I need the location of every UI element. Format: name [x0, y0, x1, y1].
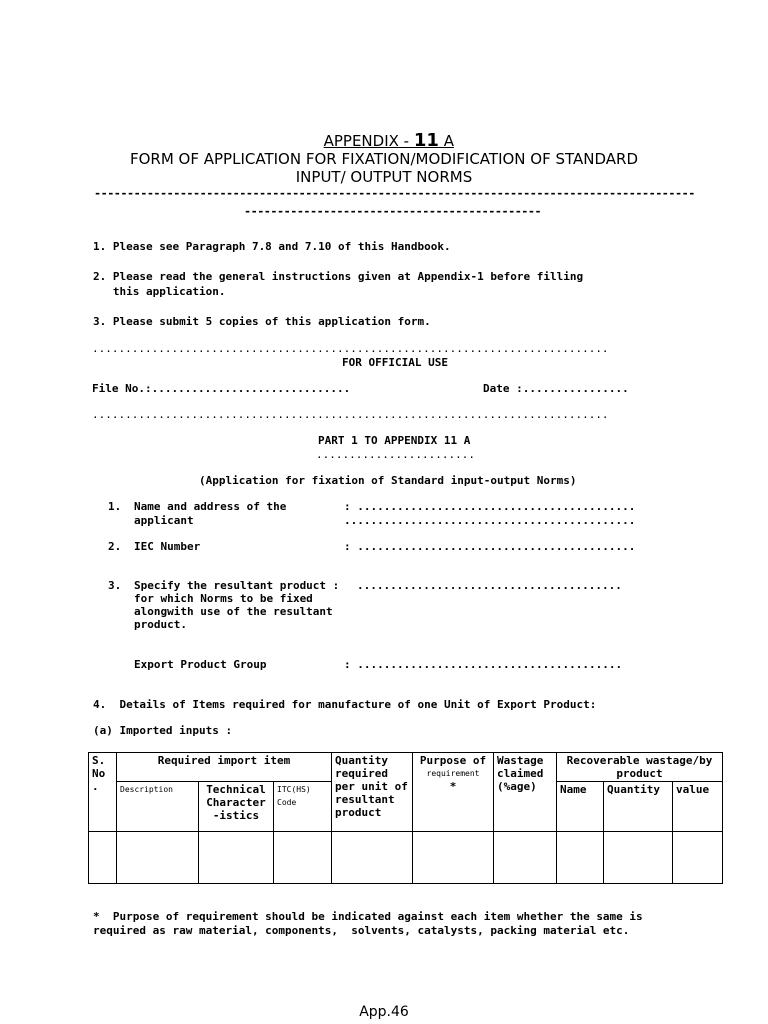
table-cell[interactable]: [199, 832, 274, 884]
field-4-dots: : ........................................: [344, 658, 623, 671]
appendix-prefix: APPENDIX: [323, 132, 399, 150]
purpose-small-label: requirement: [426, 769, 480, 778]
appendix-suffix: A: [438, 132, 454, 150]
col-quantity-header: Quantity required per unit of resultant product: [332, 753, 413, 832]
field-3-label-line2: for which Norms to be fixed: [134, 592, 313, 605]
appendix-dash: -: [398, 132, 414, 150]
footnote-line1: * Purpose of requirement should be indicated against each item whether the same is: [93, 910, 643, 923]
part-subtitle: (Application for fixation of Standard input-output Norms): [199, 474, 577, 487]
table-cell[interactable]: [413, 832, 494, 884]
official-dots-top: ..............................................................................: [92, 342, 609, 355]
field-2-dots: : ..........................................: [344, 540, 636, 553]
col-name-header: Name: [557, 782, 604, 832]
col-technical-header: Technical Character -istics: [199, 782, 274, 832]
table-cell[interactable]: [673, 832, 723, 884]
col-recoverable-header: Recoverable wastage/by product: [557, 753, 723, 782]
official-dots-bottom: ..............................................................................: [92, 408, 609, 421]
dash-separator-2: ---------------------------------------------: [244, 204, 542, 218]
part-title-underline: ........................: [316, 448, 475, 461]
purpose-star: *: [449, 780, 457, 793]
table-cell[interactable]: [604, 832, 673, 884]
table-cell[interactable]: [494, 832, 557, 884]
field-3-label-line3: alongwith use of the resultant: [134, 605, 333, 618]
appendix-title: [0, 112, 768, 151]
field-1-dots-line1: : ..........................................: [344, 500, 636, 513]
col-wastage-header: Wastage claimed (%age): [494, 753, 557, 832]
col-description-header: Description: [117, 782, 199, 832]
col-qty-header: Quantity: [604, 782, 673, 832]
col-sno-header: S. No .: [89, 753, 117, 832]
col-required-import-item-header: Required import item: [117, 753, 332, 782]
table-cell[interactable]: [274, 832, 332, 884]
instruction-3: 3. Please submit 5 copies of this application form.: [93, 315, 431, 328]
table-cell[interactable]: [332, 832, 413, 884]
form-title-line1: FORM OF APPLICATION FOR FIXATION/MODIFICATION OF STANDARD: [129, 150, 639, 168]
instruction-2-line2: this application.: [93, 285, 226, 298]
imported-inputs-table: [88, 752, 723, 884]
table-cell[interactable]: [89, 832, 117, 884]
field-3-dots: ........................................: [357, 579, 622, 592]
field-1-dots-line2: ............................................: [344, 514, 636, 527]
part-title: PART 1 TO APPENDIX 11 A: [318, 434, 471, 447]
col-itc-header: ITC(HS) Code: [274, 782, 332, 832]
details-heading: 4. Details of Items required for manufacture of one Unit of Export Product:: [93, 698, 597, 711]
col-purpose-header: [413, 753, 494, 832]
appendix-number: 11: [413, 130, 439, 151]
file-no-field: File No.:..............................: [92, 382, 351, 395]
instruction-2-line1: 2. Please read the general instructions given at Appendix-1 before filling: [93, 270, 584, 283]
date-field: Date :................: [483, 382, 629, 395]
field-1-number: 1.: [108, 500, 122, 513]
table-cell[interactable]: [557, 832, 604, 884]
field-1-label-line1: Name and address of the: [134, 500, 287, 513]
field-2-label: IEC Number: [134, 540, 201, 553]
table-header-row-1: [89, 753, 723, 782]
field-3-label-line1: Specify the resultant product :: [134, 579, 340, 592]
field-2-number: 2.: [108, 540, 122, 553]
imported-inputs-label: (a) Imported inputs :: [93, 724, 233, 737]
field-4-label: Export Product Group: [134, 658, 267, 671]
field-1-label-line2: applicant: [134, 514, 194, 527]
dash-separator-1: -------------------------------------------------------------------------------------------: [94, 186, 695, 200]
col-value-header: value: [673, 782, 723, 832]
table-cell[interactable]: [117, 832, 199, 884]
instruction-1: 1. Please see Paragraph 7.8 and 7.10 of this Handbook.: [93, 240, 451, 253]
form-title-line2: INPUT/ OUTPUT NORMS: [295, 168, 473, 186]
official-use-label: FOR OFFICIAL USE: [342, 356, 448, 369]
field-3-label-line4: product.: [134, 618, 187, 631]
table-row: [89, 832, 723, 884]
field-3-number: 3.: [108, 579, 122, 592]
footnote-line2: required as raw material, components, solvents, catalysts, packing material etc.: [93, 924, 630, 937]
page-number: App.46: [359, 1004, 409, 1020]
purpose-label: Purpose of: [419, 754, 487, 767]
